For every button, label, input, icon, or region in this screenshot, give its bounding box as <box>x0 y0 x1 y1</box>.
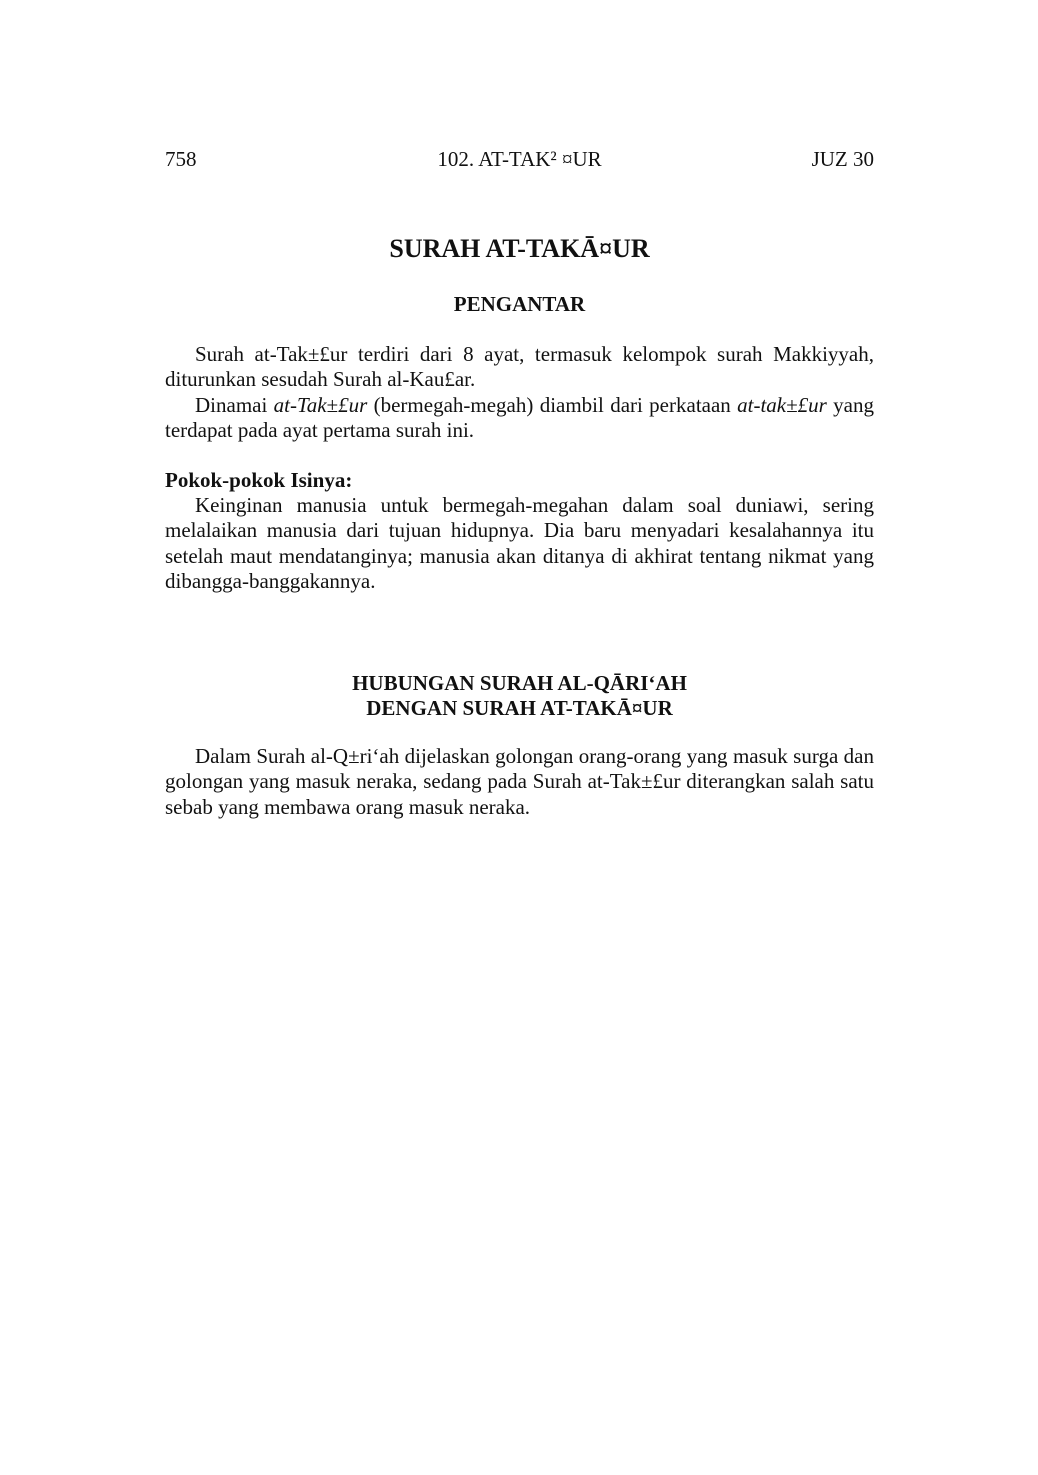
intro-paragraph-2-italic2: at-tak±£ur <box>737 393 827 417</box>
relation-paragraph: Dalam Surah al-Q±ri‘ah dijelaskan golongan orang-orang yang masuk surga dan golongan yang masuk neraka, sedang pada Surah at-Tak±£ur diterangkan salah satu sebab yang membawa orang masuk neraka. <box>165 744 874 819</box>
relation-heading <box>165 671 874 721</box>
intro-paragraph-2-part3: yang terdapat pada ayat pertama surah ini. <box>165 393 874 443</box>
intro-paragraph-1: Surah at-Tak±£ur terdiri dari 8 ayat, termasuk kelompok surah Makkiyyah, diturunkan sesudah Surah al-Kau£ar. <box>165 342 874 392</box>
relation-heading-line2: DENGAN SURAH AT-TAKĀ¤UR <box>366 696 673 720</box>
running-title: 102. AT-TAK² ¤UR <box>437 147 602 171</box>
page-number: 758 <box>165 147 197 171</box>
contents-paragraph: Keinginan manusia untuk bermegah-megahan dalam soal duniawi, sering melalaikan manusia dari tujuan hidupnya. Dia baru menyadari kesalahannya itu setelah maut mendatanginya; manusia akan ditanya di akhirat tentang nikmat yang dibangga-banggakannya. <box>165 493 874 594</box>
relation-heading-line1: HUBUNGAN SURAH AL-QĀRI‘AH <box>352 671 687 695</box>
intro-paragraph-2-part1: Dinamai <box>195 393 274 417</box>
intro-heading: PENGANTAR <box>453 292 586 316</box>
surah-title: SURAH AT-TAKĀ¤UR <box>389 234 650 263</box>
intro-paragraph-2-italic1: at-Tak±£ur <box>273 393 368 417</box>
juz-label: JUZ 30 <box>811 147 874 171</box>
running-header <box>165 146 874 172</box>
intro-paragraph-2-part2: (bermegah-megah) diambil dari perkataan <box>367 393 738 417</box>
intro-paragraph-2 <box>165 393 874 444</box>
contents-heading: Pokok-pokok Isinya: <box>165 468 353 492</box>
